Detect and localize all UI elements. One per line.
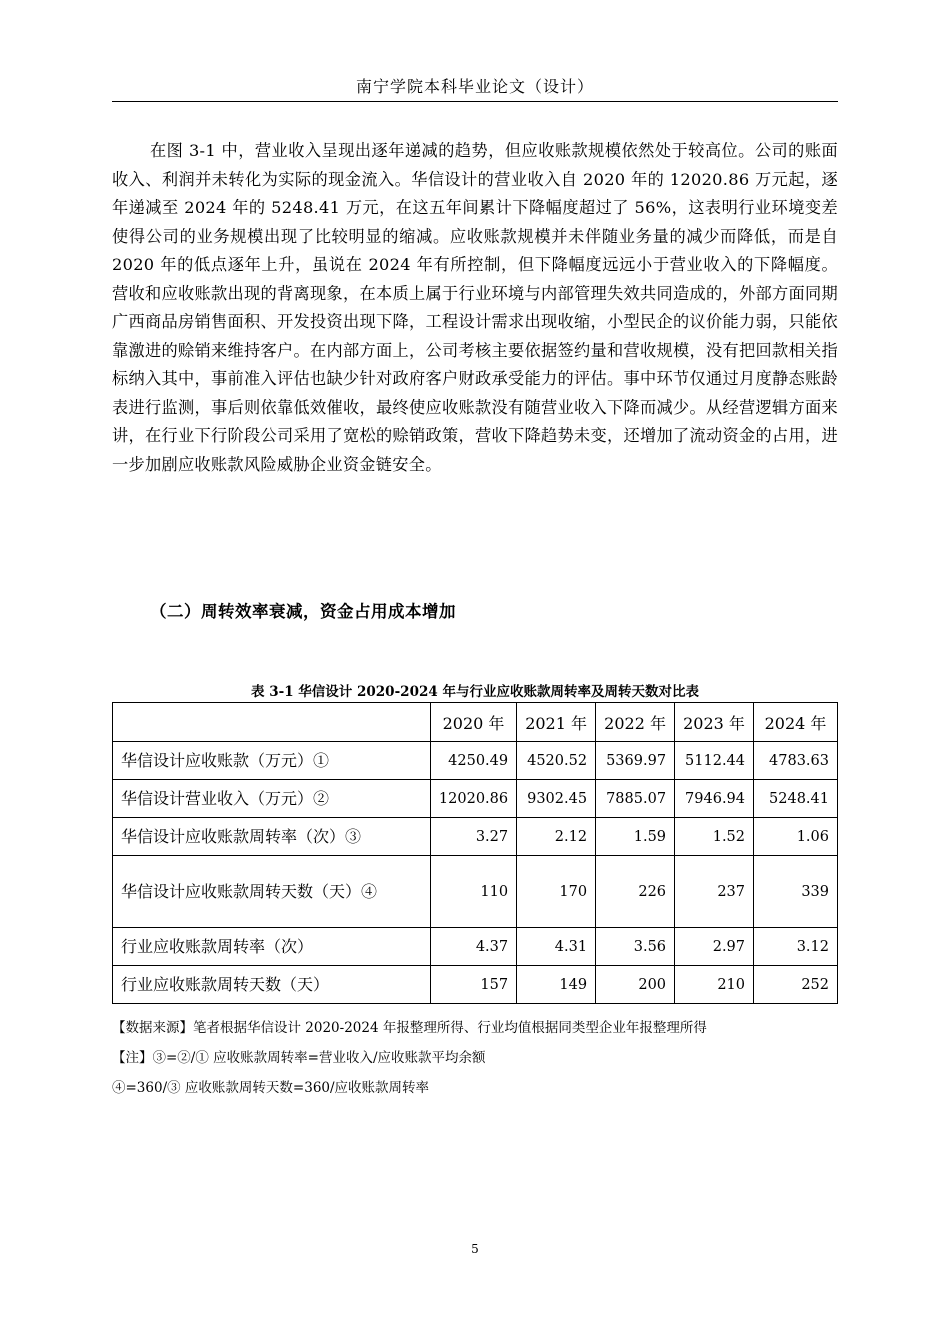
- row-label: 华信设计应收账款周转率（次）③: [113, 818, 431, 856]
- table-cell: 5248.41: [754, 780, 838, 818]
- header-divider: [112, 101, 838, 102]
- table-cell: 2.12: [517, 818, 596, 856]
- section-heading: （二）周转效率衰减，资金占用成本增加: [150, 602, 456, 621]
- column-header: 2022 年: [596, 703, 675, 742]
- table-cell: 3.27: [430, 818, 516, 856]
- column-header: 2020 年: [430, 703, 516, 742]
- table-cell: 149: [517, 966, 596, 1004]
- page-number: 5: [471, 1242, 479, 1256]
- table-cell: 4.37: [430, 928, 516, 966]
- table-cell: 110: [430, 856, 516, 928]
- table-cell: 2.97: [675, 928, 754, 966]
- table-cell: 12020.86: [430, 780, 516, 818]
- table-caption: 表 3-1 华信设计 2020-2024 年与行业应收账款周转率及周转天数对比表: [251, 684, 699, 700]
- column-header: 2023 年: [675, 703, 754, 742]
- table-cell: 157: [430, 966, 516, 1004]
- table-cell: 210: [675, 966, 754, 1004]
- table-row: [113, 856, 838, 928]
- table-cell: 226: [596, 856, 675, 928]
- table-cell: 9302.45: [517, 780, 596, 818]
- table-cell: 4783.63: [754, 742, 838, 780]
- formula-note-2: ④=360/③ 应收账款周转天数=360/应收账款周转率: [112, 1080, 430, 1096]
- table-row: [113, 966, 838, 1004]
- table-cell: 1.52: [675, 818, 754, 856]
- table-row: [113, 780, 838, 818]
- table-corner-cell: [113, 703, 431, 742]
- table-row: [113, 742, 838, 780]
- table-row: [113, 818, 838, 856]
- row-label: 行业应收账款周转天数（天）: [113, 966, 431, 1004]
- table-cell: 4250.49: [430, 742, 516, 780]
- table-cell: 1.59: [596, 818, 675, 856]
- table-cell: 7885.07: [596, 780, 675, 818]
- table-cell: 1.06: [754, 818, 838, 856]
- table-cell: 170: [517, 856, 596, 928]
- table-cell: 3.56: [596, 928, 675, 966]
- table-cell: 3.12: [754, 928, 838, 966]
- table-cell: 5369.97: [596, 742, 675, 780]
- column-header: 2024 年: [754, 703, 838, 742]
- turnover-comparison-table: [112, 702, 838, 1004]
- table-cell: 5112.44: [675, 742, 754, 780]
- row-label: 华信设计营业收入（万元）②: [113, 780, 431, 818]
- column-header: 2021 年: [517, 703, 596, 742]
- data-source-note: 【数据来源】笔者根据华信设计 2020-2024 年报整理所得、行业均值根据同类型企业年报整理所得: [112, 1020, 707, 1036]
- table-cell: 200: [596, 966, 675, 1004]
- page-header-title: 南宁学院本科毕业论文（设计）: [355, 77, 594, 96]
- table-cell: 4520.52: [517, 742, 596, 780]
- row-label: 华信设计应收账款（万元）①: [113, 742, 431, 780]
- formula-note-1: 【注】③=②/① 应收账款周转率=营业收入/应收账款平均余额: [112, 1050, 486, 1066]
- table-cell: 4.31: [517, 928, 596, 966]
- table-header-row: [113, 703, 838, 742]
- table-cell: 237: [675, 856, 754, 928]
- table-cell: 7946.94: [675, 780, 754, 818]
- table-row: [113, 928, 838, 966]
- row-label: 行业应收账款周转率（次）: [113, 928, 431, 966]
- row-label: 华信设计应收账款周转天数（天）④: [113, 856, 431, 928]
- table-cell: 252: [754, 966, 838, 1004]
- table-cell: 339: [754, 856, 838, 928]
- body-paragraph: 在图 3-1 中，营业收入呈现出逐年递减的趋势，但应收账款规模依然处于较高位。公司的账面收入、利润并未转化为实际的现金流入。华信设计的营业收入自 2020 年的 12020.86 万元起，逐年递减至 2024 年的 5248.41 万元，在这五年间累计下降幅度超过了 56%，这表明行业环境变差使得公司的业务规模出现了比较明显的缩减。应收账款规模并未伴随业务量的减少而降低，而是自 2020 年的低点逐年上升，虽说在 2024 年有所控制，但下降幅度远远小于营业收入的下降幅度。营收和应收账款出现的背离现象，在本质上属于行业环境与内部管理失效共同造成的，外部方面同期广西商品房销售面积、开发投资出现下降，工程设计需求出现收缩，小型民企的议价能力弱，只能依靠激进的赊销来维持客户。在内部方面上，公司考核主要依据签约量和营收规模，没有把回款相关指标纳入其中，事前准入评估也缺少针对政府客户财政承受能力的评估。事中环节仅通过月度静态账龄表进行监测，事后则依靠低效催收，最终使应收账款没有随营业收入下降而减少。从经营逻辑方面来讲，在行业下行阶段公司采用了宽松的赊销政策，营收下降趋势未变，还增加了流动资金的占用，进一步加剧应收账款风险威胁企业资金链安全。: [112, 141, 838, 474]
